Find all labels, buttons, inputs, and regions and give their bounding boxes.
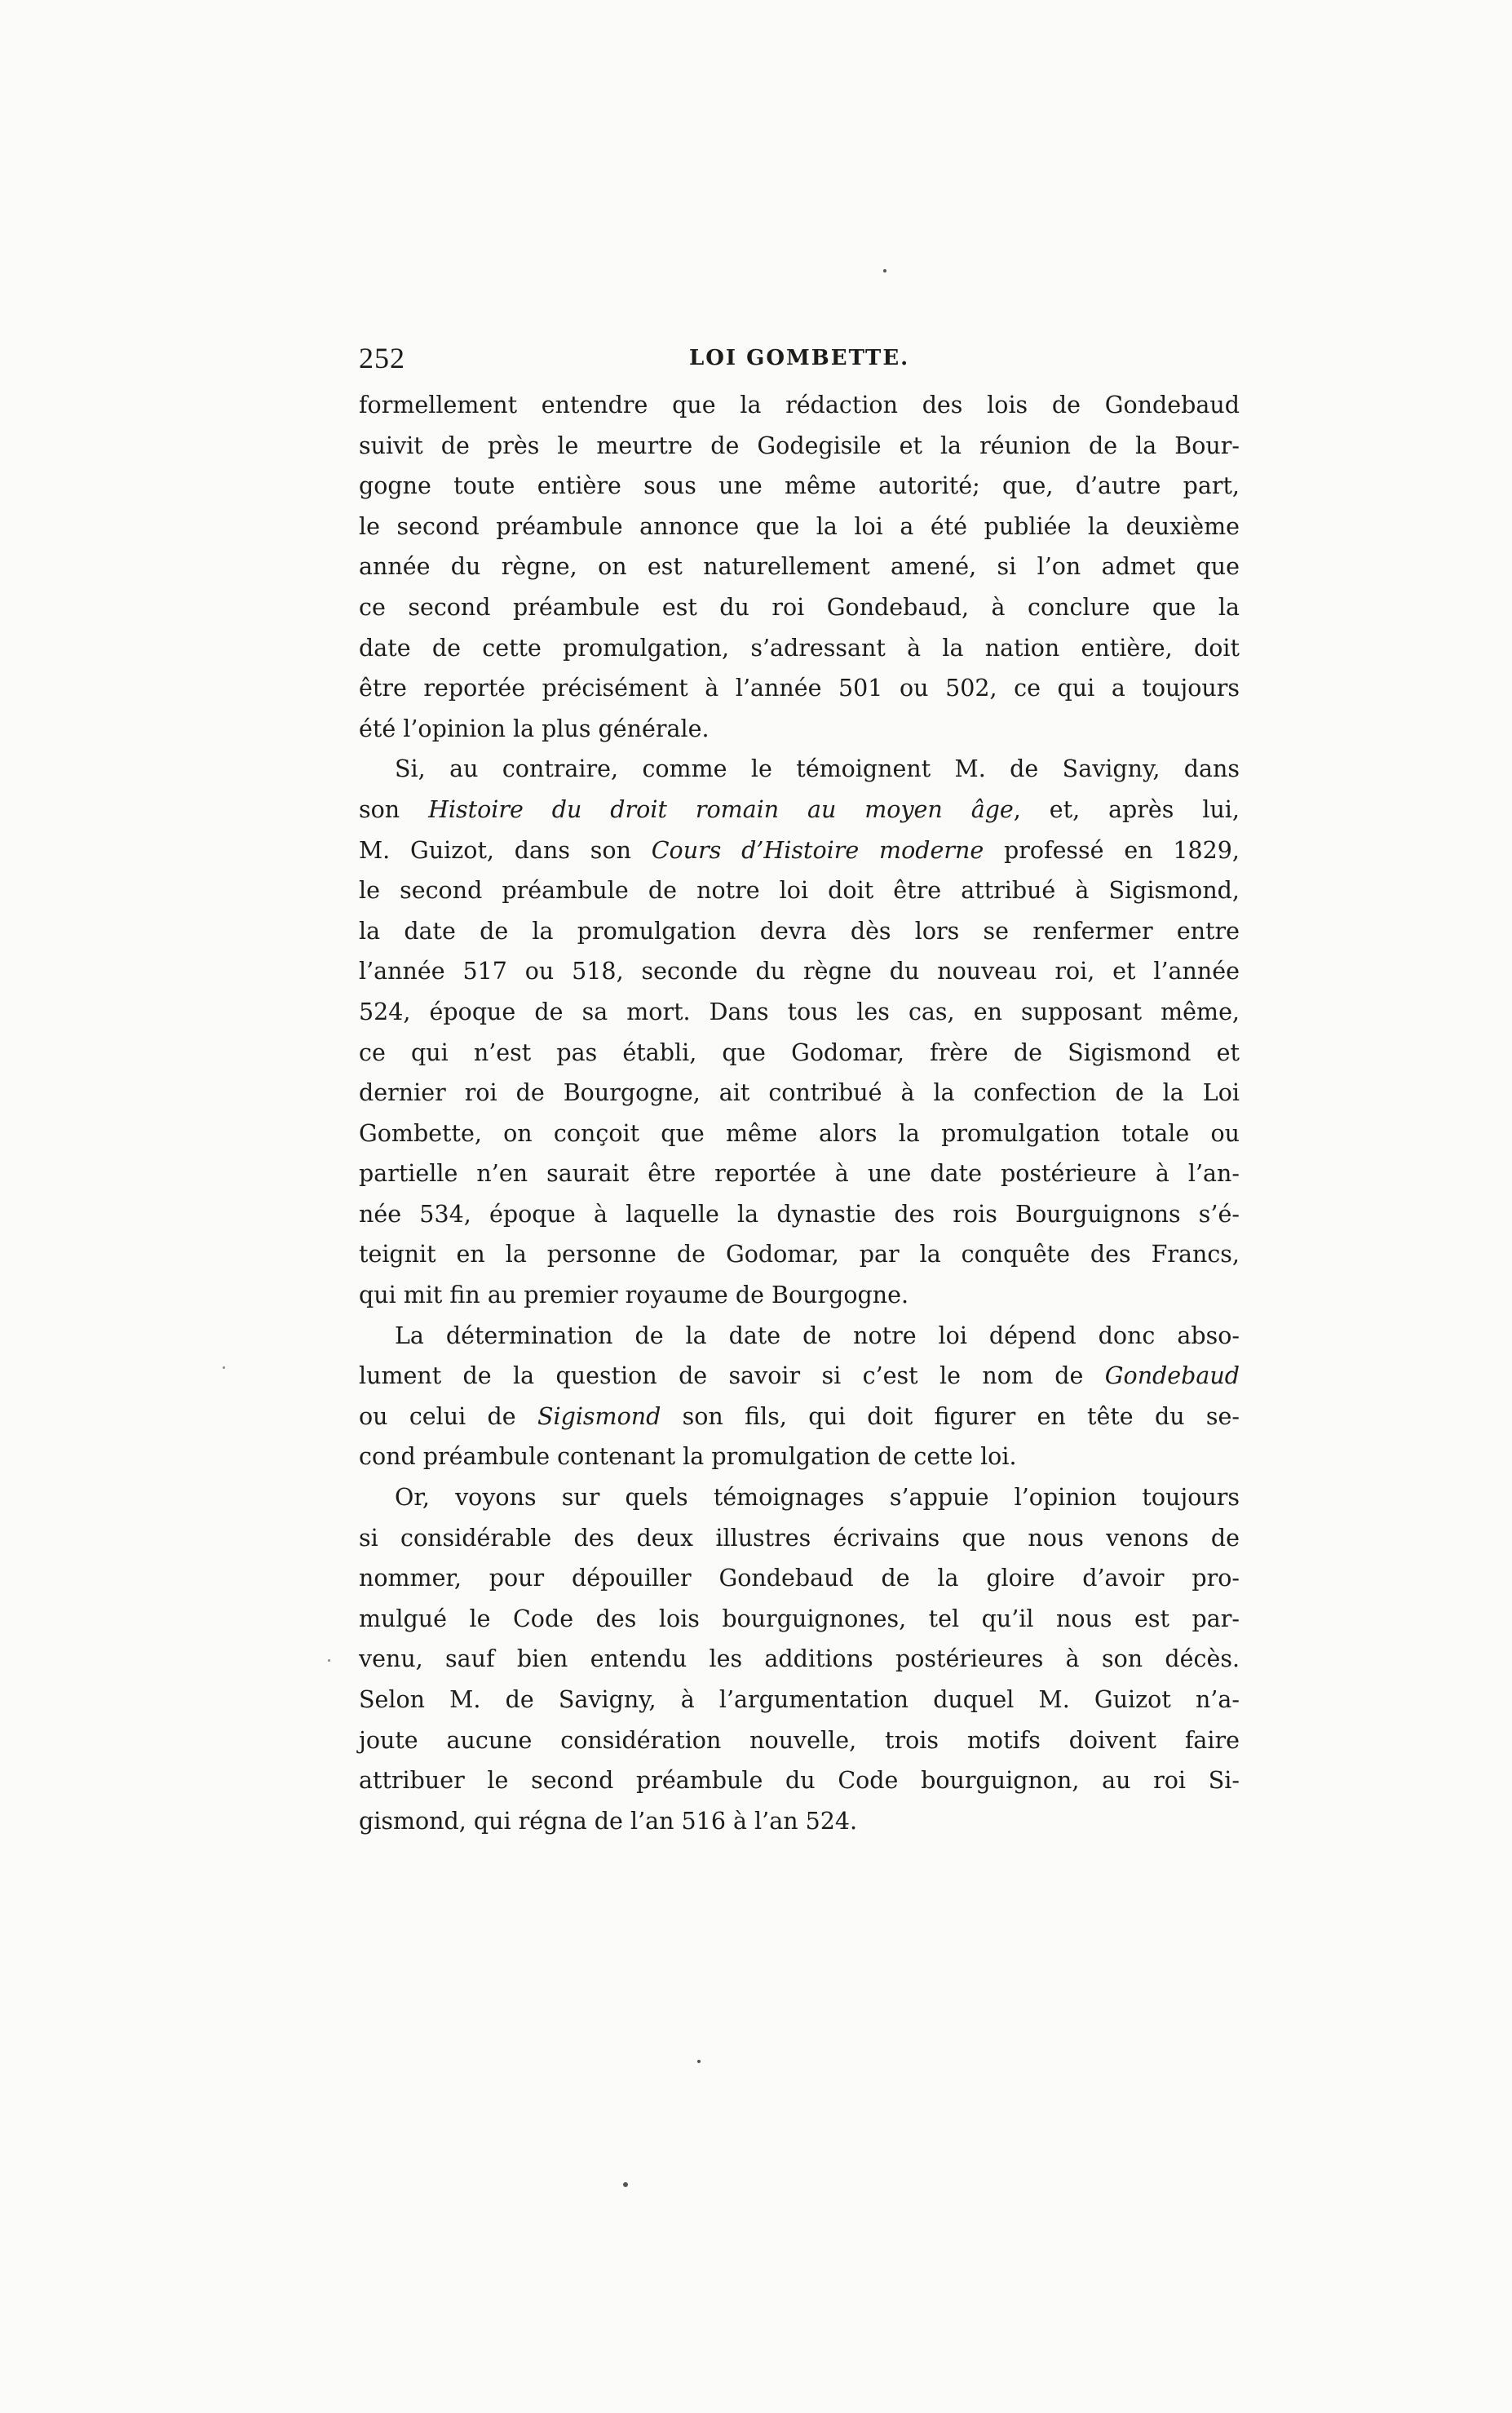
text-line: partielle n’en saurait être reportée à une date postérieure à l’an- bbox=[359, 1160, 1240, 1188]
text-line: née 534, époque à laquelle la dynastie des rois Bourguignons s’é- bbox=[359, 1200, 1240, 1228]
italic-title: Sigismond bbox=[537, 1402, 661, 1430]
text-line: ce second préambule est du roi Gondebaud, à conclure que la bbox=[359, 593, 1240, 621]
scan-speck bbox=[328, 1659, 330, 1662]
text-line: joute aucune considération nouvelle, trois motifs doivent faire bbox=[359, 1726, 1240, 1754]
scan-speck bbox=[223, 1366, 225, 1369]
paragraph bbox=[359, 1477, 1240, 1841]
text-run: M. Guizot, dans son bbox=[359, 836, 652, 864]
text-run: , et, après lui, bbox=[1013, 795, 1240, 823]
text-run: lument de la question de savoir si c’est le nom de bbox=[359, 1362, 1105, 1390]
text-line: mulgué le Code des lois bourguignones, tel qu’il nous est par- bbox=[359, 1605, 1240, 1632]
text-line: gismond, qui régna de l’an 516 à l’an 524. bbox=[359, 1807, 858, 1835]
text-line: attribuer le second préambule du Code bourguignon, au roi Si- bbox=[359, 1767, 1240, 1795]
italic-title: Histoire du droit romain au moyen âge bbox=[428, 795, 1014, 823]
text-line: qui mit fin au premier royaume de Bourgogne. bbox=[359, 1282, 909, 1309]
text-line: teignit en la personne de Godomar, par la conquête des Francs, bbox=[359, 1241, 1240, 1268]
text-line: dernier roi de Bourgogne, ait contribué à la confection de la Loi bbox=[359, 1079, 1240, 1107]
text-line: ce qui n’est pas établi, que Godomar, frère de Sigismond et bbox=[359, 1038, 1240, 1066]
text-line: cond préambule contenant la promulgation de cette loi. bbox=[359, 1443, 1017, 1471]
running-title: LOI GOMBETTE. bbox=[689, 346, 910, 370]
text-line: date de cette promulgation, s’adressant à la nation entière, doit bbox=[359, 634, 1240, 662]
paragraph bbox=[359, 1316, 1240, 1477]
body-text bbox=[359, 385, 1240, 1841]
text-line bbox=[359, 790, 1240, 830]
text-run: son fils, qui doit figurer en tête du se- bbox=[661, 1402, 1240, 1430]
text-line: le second préambule de notre loi doit être attribué à Sigismond, bbox=[359, 877, 1240, 905]
text-run: ou celui de bbox=[359, 1402, 537, 1430]
text-line: été l’opinion la plus générale. bbox=[359, 715, 710, 742]
scan-speck bbox=[883, 269, 886, 272]
text-line: Gombette, on conçoit que même alors la promulgation totale ou bbox=[359, 1119, 1240, 1147]
text-line: gogne toute entière sous une même autorité; que, d’autre part, bbox=[359, 472, 1240, 500]
text-line: être reportée précisément à l’année 501 ou 502, ce qui a toujours bbox=[359, 675, 1240, 702]
paragraph bbox=[359, 749, 1240, 1315]
page-number: 252 bbox=[359, 342, 405, 374]
text-line: l’année 517 ou 518, seconde du règne du nouveau roi, et l’année bbox=[359, 958, 1240, 985]
text-line: Or, voyons sur quels témoignages s’appuie l’opinion toujours bbox=[395, 1484, 1240, 1512]
text-line: suivit de près le meurtre de Godegisile et la réunion de la Bour- bbox=[359, 432, 1240, 459]
paragraph bbox=[359, 385, 1240, 749]
text-run: son bbox=[359, 795, 429, 823]
text-line: Selon M. de Savigny, à l’argumentation duquel M. Guizot n’a- bbox=[359, 1686, 1240, 1713]
text-line: année du règne, on est naturellement amené, si l’on admet que bbox=[359, 553, 1240, 581]
text-line bbox=[359, 1356, 1240, 1397]
text-line: venu, sauf bien entendu les additions postérieures à son décès. bbox=[359, 1645, 1240, 1673]
italic-title: Gondebaud bbox=[1104, 1362, 1240, 1390]
italic-title: Cours d’Histoire moderne bbox=[651, 836, 984, 864]
scan-speck bbox=[697, 2060, 701, 2063]
text-line: La détermination de la date de notre loi dépend donc abso- bbox=[395, 1322, 1240, 1349]
scan-speck bbox=[623, 2182, 628, 2187]
text-line bbox=[359, 830, 1240, 871]
text-line: si considérable des deux illustres écrivains que nous venons de bbox=[359, 1524, 1240, 1552]
text-line bbox=[359, 1397, 1240, 1437]
text-line: la date de la promulgation devra dès lors se renfermer entre bbox=[359, 917, 1240, 945]
text-line: le second préambule annonce que la loi a été publiée la deuxième bbox=[359, 512, 1240, 540]
text-line: 524, époque de sa mort. Dans tous les cas, en supposant même, bbox=[359, 998, 1240, 1025]
text-line: formellement entendre que la rédaction des lois de Gondebaud bbox=[359, 392, 1240, 418]
page-header bbox=[359, 341, 1240, 382]
text-line: nommer, pour dépouiller Gondebaud de la gloire d’avoir pro- bbox=[359, 1565, 1240, 1592]
text-run: professé en 1829, bbox=[984, 836, 1240, 864]
text-line: Si, au contraire, comme le témoignent M. de Savigny, dans bbox=[395, 755, 1240, 783]
